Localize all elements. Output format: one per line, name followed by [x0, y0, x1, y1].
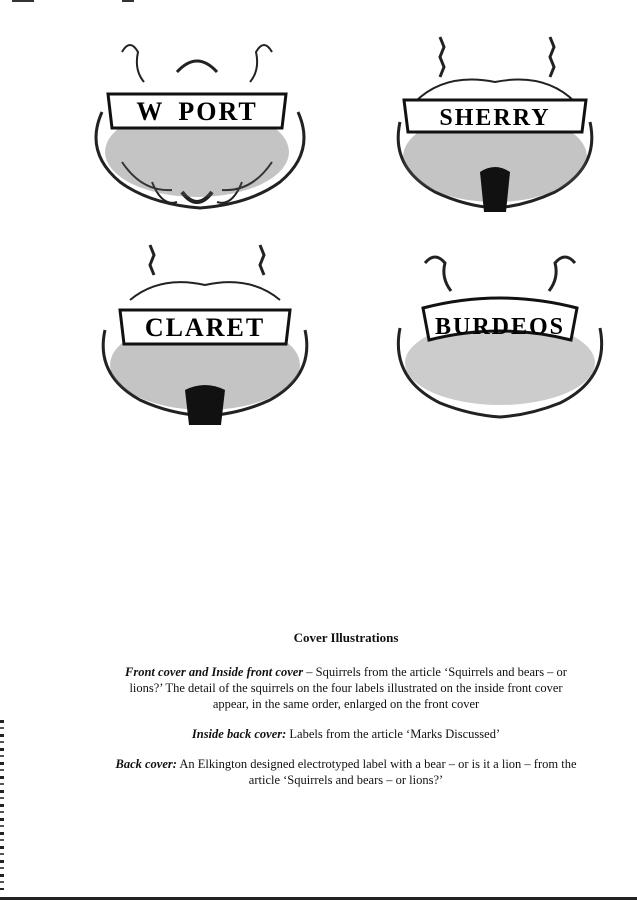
caption-inside-back-lead: Inside back cover:	[191, 727, 287, 741]
caption-back-cover-text: An Elkington designed electrotyped label with a bear – or is it a lion – from the article ‘Squirrels and bears – or lions?’	[176, 757, 577, 787]
caption-back-cover-lead: Back cover:	[115, 757, 177, 771]
wine-label-claret	[90, 240, 320, 430]
wine-label-port-image	[82, 32, 312, 222]
label-port-word: PORT	[178, 97, 258, 126]
label-sherry-word: SHERRY	[439, 105, 551, 131]
label-burdeos-word: BURDEOS	[434, 314, 566, 340]
scan-mark-top-left	[12, 0, 34, 2]
label-text-port-prefix-and-word	[136, 97, 257, 126]
caption-inside-back-cover	[115, 726, 577, 742]
caption-front-cover-text: – Squirrels from the article ‘Squirrels and bears – or lions?’ The detail of the squirrels on the four labels illustrated on the inside front cover appear, in the same order, enlarged on the front cover	[129, 665, 567, 711]
scan-mark-top	[122, 0, 134, 2]
label-claret-word: CLARET	[144, 313, 266, 342]
caption-front-cover-lead: Front cover and Inside front cover	[125, 665, 304, 679]
scan-edge-left	[0, 720, 4, 890]
caption-back-cover	[115, 756, 577, 788]
wine-label-sherry	[380, 32, 610, 222]
cover-illustrations-caption	[115, 630, 577, 802]
wine-label-burdeos-image	[385, 248, 615, 438]
caption-title: Cover Illustrations	[293, 630, 399, 645]
wine-label-burdeos	[385, 248, 615, 438]
wine-label-port	[82, 32, 312, 222]
label-port-prefix: W	[136, 97, 164, 126]
caption-inside-back-text: Labels from the article ‘Marks Discussed’	[286, 727, 501, 741]
wine-label-claret-image	[90, 240, 320, 430]
wine-label-sherry-image	[380, 32, 610, 222]
caption-front-cover	[115, 664, 577, 712]
